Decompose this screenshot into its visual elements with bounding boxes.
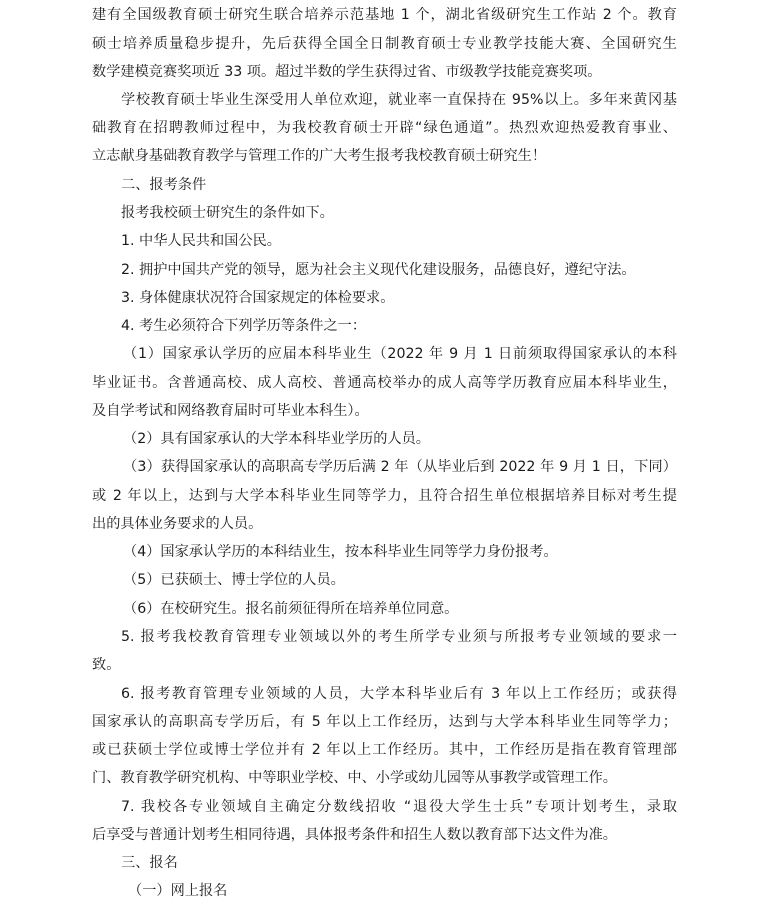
text-line: 学校教育硕士毕业生深受用人单位欢迎，就业率一直保持在 95%以上。多年来黄冈基 <box>121 92 677 108</box>
sub-list-item: （5）已获硕士、博士学位的人员。 <box>123 572 345 588</box>
sub-list-item: （2）具有国家承认的大学本科毕业学历的人员。 <box>123 431 430 447</box>
sub-list-item: （6）在校研究生。报名前须征得所在培养单位同意。 <box>123 601 459 617</box>
sub-heading: （一）网上报名 <box>128 883 228 899</box>
text-line: 国家承认的高职高专学历后，有 5 年以上工作经历，达到与大学本科毕业生同等学力； <box>92 714 677 730</box>
list-item: 4. 考生必须符合下列学历等条件之一： <box>121 318 367 334</box>
text-line: 及自学考试和网络教育届时可毕业本科生）。 <box>92 403 369 419</box>
section-heading: 三、报名 <box>121 855 178 871</box>
text-line: 出的具体业务要求的人员。 <box>92 516 263 532</box>
list-item: 1. 中华人民共和国公民。 <box>121 233 281 249</box>
text-line: 后享受与普通计划考生相同待遇，具体报考条件和招生人数以教育部下达文件为准。 <box>92 827 617 843</box>
sub-list-item: （4）国家承认学历的本科结业生，按本科毕业生同等学力身份报考。 <box>123 544 558 560</box>
list-item: 3. 身体健康状况符合国家规定的体检要求。 <box>121 290 395 306</box>
text-line: 础教育在招聘教师过程中，为我校教育硕士开辟“绿色通道”。热烈欢迎热爱教育事业、 <box>92 120 677 136</box>
text-line: 或已获硕士学位或博士学位并有 2 年以上工作经历。其中，工作经历是指在教育管理部 <box>92 742 677 758</box>
text-line: 数学建模竞赛奖项近 33 项。超过半数的学生获得过省、市级教学技能竞赛奖项。 <box>92 64 602 80</box>
text-line: 致。 <box>92 657 121 673</box>
section-heading: 二、报考条件 <box>121 177 207 193</box>
text-line: 报考我校硕士研究生的条件如下。 <box>121 205 334 221</box>
text-line: 建有全国级教育硕士研究生联合培养示范基地 1 个，湖北省级研究生工作站 2 个。教育 <box>92 7 677 23</box>
list-item: 6. 报考教育管理专业领域的人员，大学本科毕业后有 3 年以上工作经历；或获得 <box>121 686 677 702</box>
text-line: 硕士培养质量稳步提升，先后获得全国全日制教育硕士专业教学技能大赛、全国研究生 <box>92 36 677 52</box>
list-item: 7. 我校各专业领域自主确定分数线招收 “退役大学生士兵”专项计划考生，录取 <box>121 799 677 815</box>
text-line: 立志献身基础教育教学与管理工作的广大考生报考我校教育硕士研究生！ <box>92 148 547 164</box>
text-line: 或 2 年以上，达到与大学本科毕业生同等学力，且符合招生单位根据培养目标对考生提 <box>92 488 677 504</box>
sub-list-item: （3）获得国家承认的高职高专学历后满 2 年（从毕业后到 2022 年 9 月 1 日，下同） <box>123 459 677 475</box>
text-line: 毕业证书。含普通高校、成人高校、普通高校举办的成人高等学历教育应届本科毕业生， <box>92 375 677 391</box>
list-item: 5. 报考我校教育管理专业领域以外的考生所学专业须与所报考专业领域的要求一 <box>121 629 677 645</box>
text-line: 门、教育教学研究机构、中等职业学校、中、小学或幼儿园等从事教学或管理工作。 <box>92 770 617 786</box>
list-item: 2. 拥护中国共产党的领导，愿为社会主义现代化建设服务，品德良好，遵纪守法。 <box>121 262 636 278</box>
sub-list-item: （1）国家承认学历的应届本科毕业生（2022 年 9 月 1 日前须取得国家承认的本科 <box>123 346 677 362</box>
